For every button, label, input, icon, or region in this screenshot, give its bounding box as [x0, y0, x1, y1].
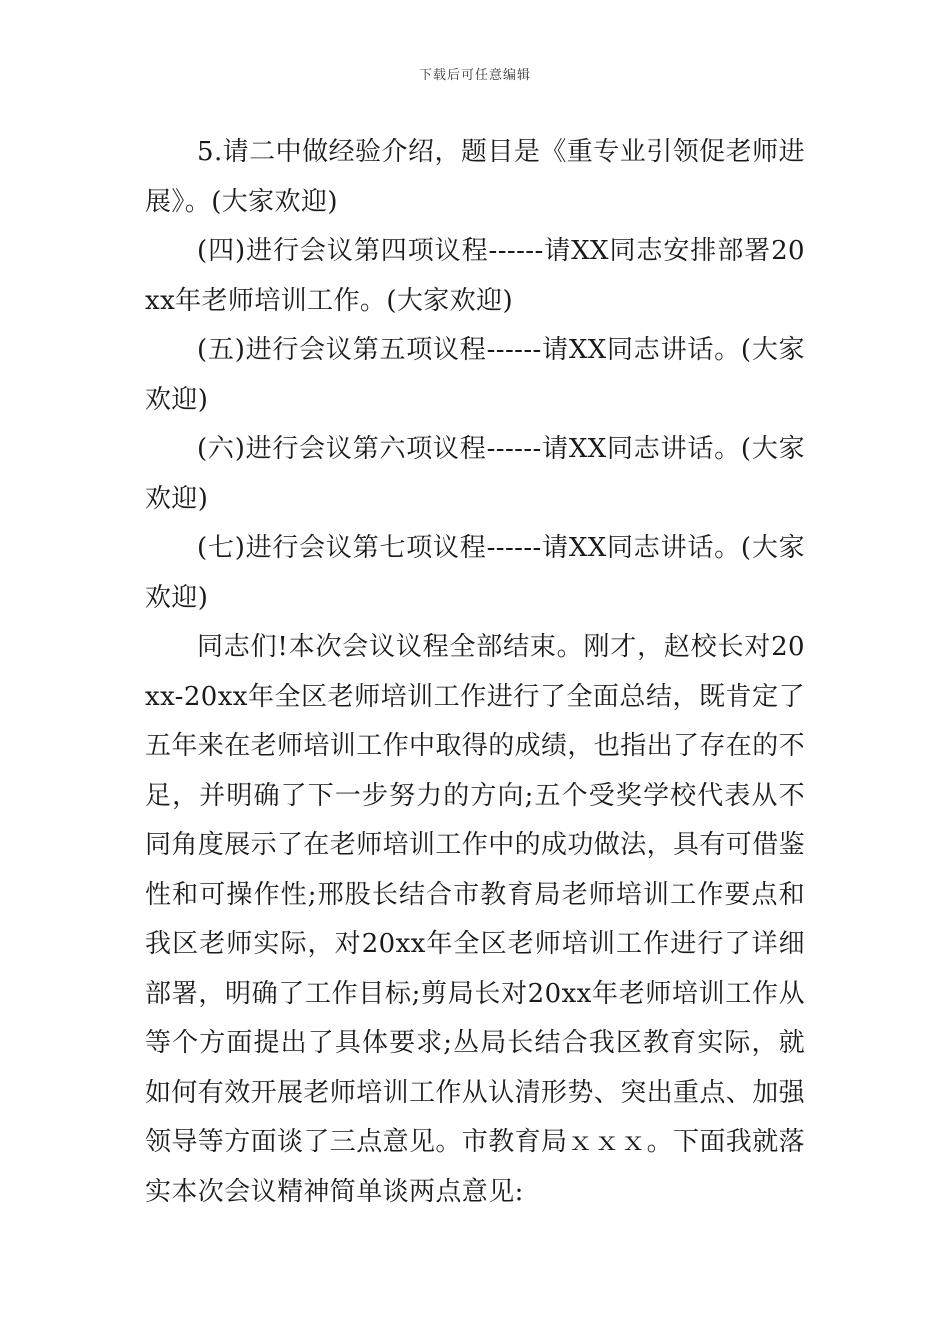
page-header: 下载后可任意编辑: [418, 68, 531, 83]
paragraph-agenda-4: (四)进行会议第四项议程------请XX同志安排部署20xx年老师培训工作。(大家欢迎): [145, 236, 805, 316]
paragraph-agenda-7: (七)进行会议第七项议程------请XX同志讲话。(大家欢迎): [145, 533, 805, 613]
paragraph-summary: 同志们!本次会议议程全部结束。刚才，赵校长对20xx-20xx年全区老师培训工作进行了全面总结，既肯定了五年来在老师培训工作中取得的成绩，也指出了存在的不足，并明确了下一步努力的方向;五个受奖学校代表从不同角度展示了在老师培训工作中的成功做法，具有可借鉴性和可操作性;邢股长结合市教育局老师培训工作要点和我区老师实际，对20xx年全区老师培训工作进行了详细部署，明确了工作目标;剪局长对20xx年老师培训工作从等个方面提出了具体要求;丛局长结合我区教育实际，就如何有效开展老师培训工作从认清形势、突出重点、加强领导等方面谈了三点意见。市教育局ｘｘｘ。下面我就落实本次会议精神简单谈两点意见:: [145, 632, 806, 1207]
paragraph-agenda-5: (五)进行会议第五项议程------请XX同志讲话。(大家欢迎): [145, 335, 805, 415]
paragraph-agenda-6: (六)进行会议第六项议程------请XX同志讲话。(大家欢迎): [145, 434, 805, 514]
document-body: [145, 128, 805, 1217]
paragraph-item-5: 5.请二中做经验介绍，题目是《重专业引领促老师进展》。(大家欢迎): [145, 137, 805, 217]
